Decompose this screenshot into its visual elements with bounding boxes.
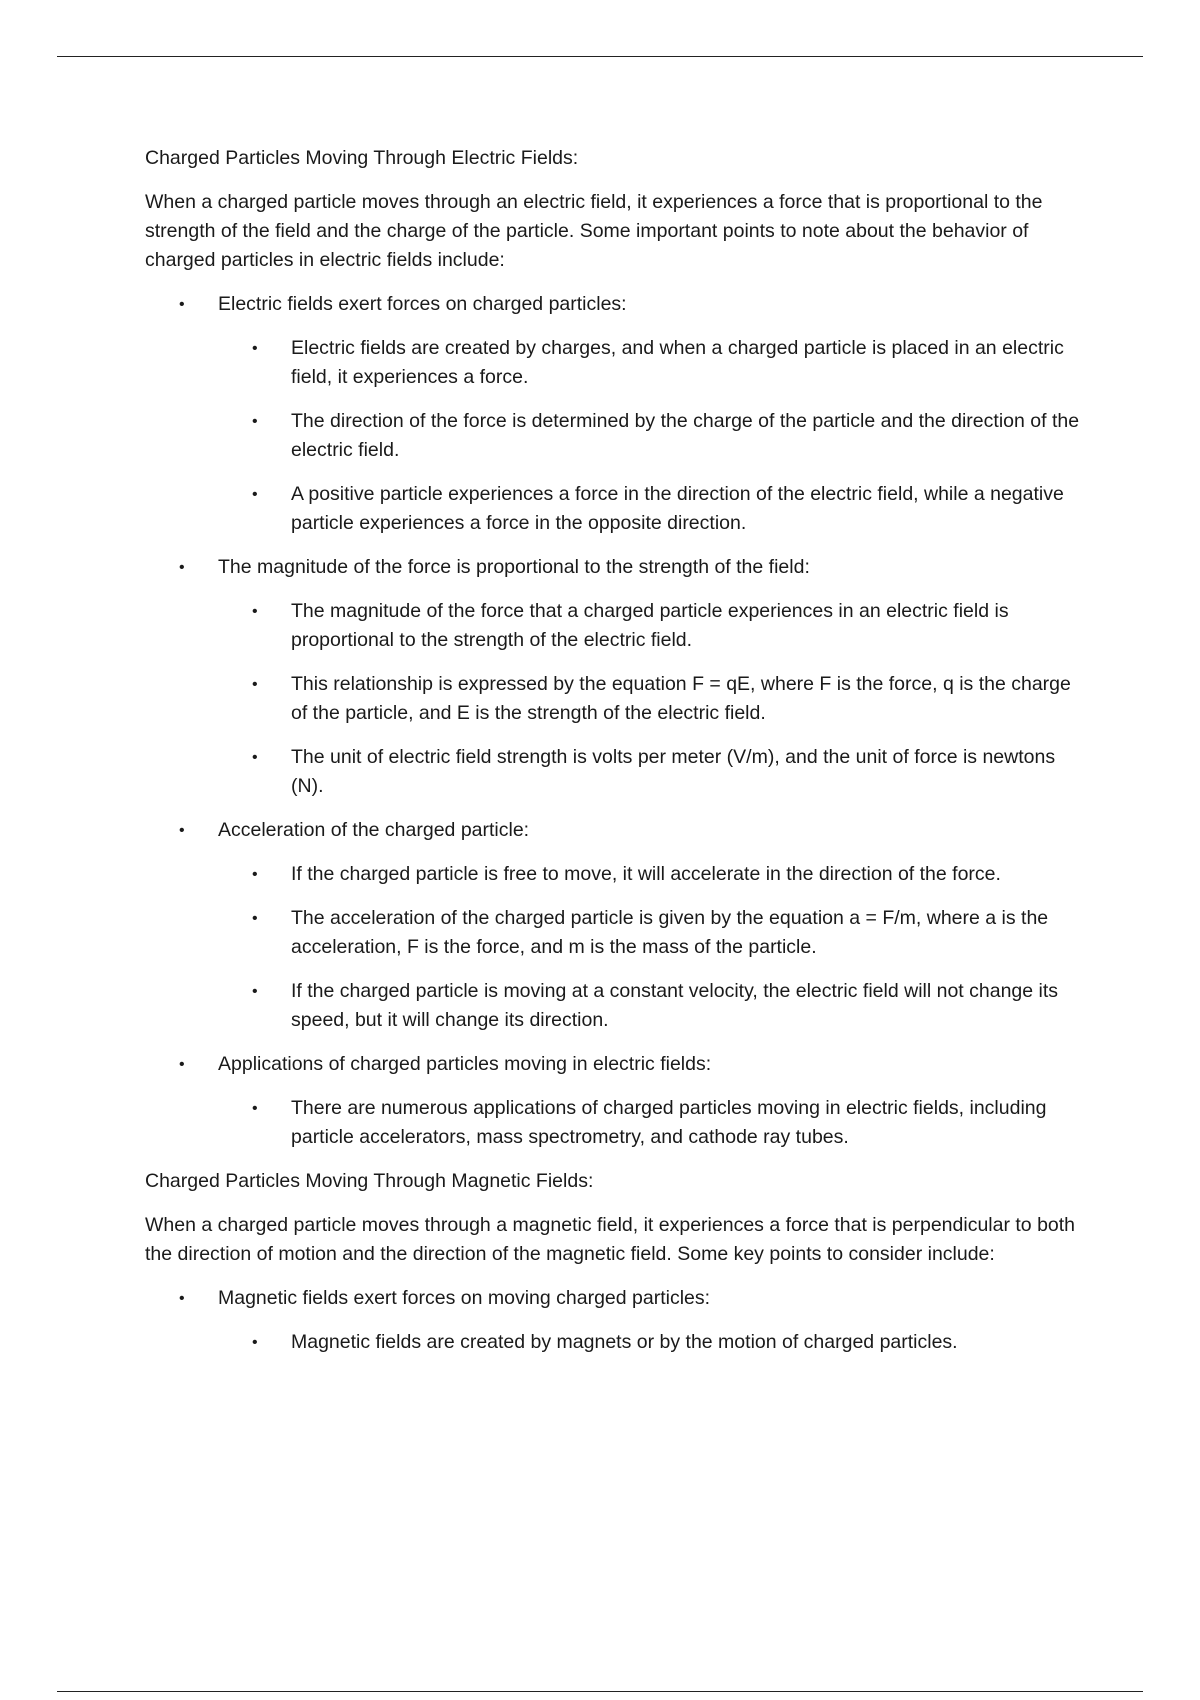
sub-list-item [218,670,1090,728]
sub-list-item [218,407,1090,465]
document-body [145,144,1090,1372]
bullet-icon: • [179,559,185,576]
sub-list-item [218,1328,1090,1357]
bullet-icon: • [252,486,258,503]
sub-list-item-text: The magnitude of the force that a charged particle experiences in an electric field is proportional to the strength of the electric field. [291,600,1009,651]
section-heading-electric: Charged Particles Moving Through Electric Fields: [145,147,579,169]
sub-list-item-text: There are numerous applications of charged particles moving in electric fields, including particle accelerators, mass spectrometry, and cathode ray tubes. [291,1097,1047,1148]
bullet-icon: • [252,603,258,620]
list-item [145,553,1090,801]
sub-bullet-list [218,597,1090,801]
sub-list-item-text: If the charged particle is free to move, it will accelerate in the direction of the force. [291,863,1001,885]
header-rule [57,56,1143,57]
sub-list-item-text: The direction of the force is determined by the charge of the particle and the direction of the electric field. [291,410,1080,461]
bullet-icon: • [252,910,258,927]
sub-list-item [218,977,1090,1035]
bullet-list-electric [145,290,1090,1152]
bullet-icon: • [252,749,258,766]
sub-list-item [218,334,1090,392]
sub-list-item [218,904,1090,962]
footer-rule [57,1691,1143,1692]
bullet-icon: • [179,822,185,839]
bullet-icon: • [252,983,258,1000]
bullet-icon: • [179,296,185,313]
section-intro-electric: When a charged particle moves through an electric field, it experiences a force that is proportional to the strength of the field and the charge of the particle. Some important points to note about the behavior of charged particles in electric fields include: [145,191,1043,271]
sub-list-item-text: Magnetic fields are created by magnets or by the motion of charged particles. [291,1331,958,1353]
sub-list-item [218,743,1090,801]
sub-list-item [218,1094,1090,1152]
sub-list-item [218,480,1090,538]
list-item-label: Magnetic fields exert forces on moving charged particles: [218,1287,711,1309]
bullet-icon: • [252,866,258,883]
list-item [145,1050,1090,1152]
list-item-label: Electric fields exert forces on charged particles: [218,293,627,315]
sub-list-item-text: The unit of electric field strength is volts per meter (V/m), and the unit of force is newtons (N). [291,746,1056,797]
list-item [145,1284,1090,1357]
list-item [145,816,1090,1035]
list-item-label: Acceleration of the charged particle: [218,819,530,841]
sub-list-item-text: The acceleration of the charged particle is given by the equation a = F/m, where a is the acceleration, F is the force, and m is the mass of the particle. [291,907,1049,958]
list-item [145,290,1090,538]
bullet-icon: • [179,1056,185,1073]
bullet-icon: • [252,1334,258,1351]
sub-list-item-text: A positive particle experiences a force in the direction of the electric field, while a negative particle experiences a force in the opposite direction. [291,483,1064,534]
section-heading-magnetic: Charged Particles Moving Through Magnetic Fields: [145,1170,594,1192]
list-item-label: The magnitude of the force is proportional to the strength of the field: [218,556,810,578]
sub-list-item-text: This relationship is expressed by the equation F = qE, where F is the force, q is the charge of the particle, and E is the strength of the electric field. [291,673,1071,724]
bullet-list-magnetic [145,1284,1090,1357]
sub-bullet-list [218,1328,1090,1357]
sub-bullet-list [218,860,1090,1035]
bullet-icon: • [252,676,258,693]
sub-list-item [218,860,1090,889]
bullet-icon: • [252,413,258,430]
sub-list-item-text: Electric fields are created by charges, and when a charged particle is placed in an electric field, it experiences a force. [291,337,1064,388]
sub-bullet-list [218,334,1090,538]
section-intro-magnetic: When a charged particle moves through a magnetic field, it experiences a force that is perpendicular to both the direction of motion and the direction of the magnetic field. Some key points to consider include: [145,1214,1076,1265]
bullet-icon: • [179,1290,185,1307]
sub-bullet-list [218,1094,1090,1152]
sub-list-item [218,597,1090,655]
sub-list-item-text: If the charged particle is moving at a constant velocity, the electric field will not change its speed, but it will change its direction. [291,980,1059,1031]
bullet-icon: • [252,340,258,357]
list-item-label: Applications of charged particles moving in electric fields: [218,1053,712,1075]
bullet-icon: • [252,1100,258,1117]
